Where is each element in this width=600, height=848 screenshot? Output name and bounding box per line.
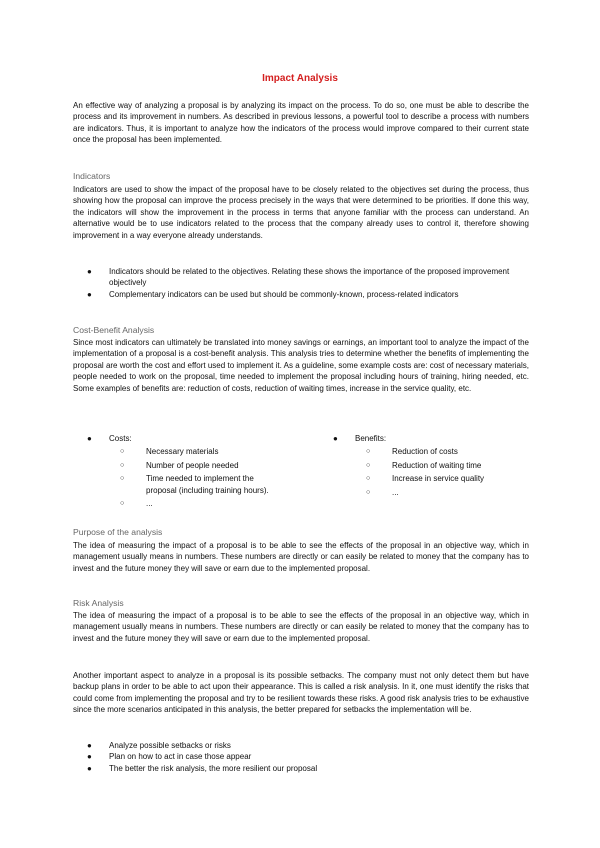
purpose-paragraph: The idea of measuring the impact of a proposal is to be able to see the effects of the proposal in an objective way, which in management usually means in numbers. These numbers are directly or can easily be related to money that the company has to invest and the future money they will save or earn due to the implemented proposal.	[73, 541, 529, 573]
list-item: ● Analyze possible setbacks or risks	[87, 741, 231, 750]
circle-bullet-icon: ○	[120, 448, 125, 456]
list-item: ● The better the risk analysis, the more resilient our proposal	[87, 763, 318, 773]
benefits-column	[333, 433, 533, 500]
indicators-heading: Indicators	[73, 171, 111, 181]
bullet-icon: ●	[87, 763, 92, 773]
bullet-icon: ●	[87, 434, 92, 443]
cost-benefit-heading: Cost-Benefit Analysis	[73, 325, 155, 335]
circle-bullet-icon: ○	[120, 500, 125, 508]
circle-bullet-icon: ○	[366, 448, 371, 456]
list-item: ○ ...	[366, 487, 399, 497]
list-item: ○ Reduction of waiting time	[366, 460, 482, 470]
list-item: ○ Necessary materials	[120, 447, 219, 457]
circle-bullet-icon: ○	[366, 461, 371, 469]
benefits-list	[366, 446, 526, 498]
bullet-icon: ●	[87, 289, 92, 299]
circle-bullet-icon: ○	[366, 488, 371, 496]
bullet-icon: ●	[87, 741, 92, 750]
risk-paragraph-1: The idea of measuring the impact of a proposal is to be able to see the effects of the proposal in an objective way, which in management usually means in numbers. These numbers are directly or can easily be related to money that the company has to invest and the future money they will save or earn due to the implemented proposal.	[73, 611, 529, 643]
purpose-heading: Purpose of the analysis	[73, 527, 163, 537]
costs-column	[87, 433, 297, 511]
circle-bullet-icon: ○	[366, 475, 371, 483]
bullet-icon: ●	[87, 752, 92, 762]
risk-bullet-list	[87, 740, 527, 774]
risk-paragraph-2: Another important aspect to analyze in a proposal is its possible setbacks. The company must not only detect them but have backup plans in order to be able to act upon their appearance. This is called a risk analysis. In it, one must identify the risks that could come from implementing the proposal and try to be resilient towards these risks. A good risk analysis tries to be exhaustive since the more scenarios anticipated in this analysis, the better prepared for setbacks the implementation will be.	[73, 671, 529, 715]
indicators-bullet-list	[87, 266, 527, 300]
list-item: ○ ...	[120, 499, 153, 509]
list-item: ○ Reduction of costs	[366, 447, 458, 457]
costs-label: Costs:	[109, 434, 132, 443]
list-item: ○ Time needed to implement the proposal (including training hours).	[120, 474, 269, 495]
benefits-label: Benefits:	[355, 434, 387, 443]
bullet-icon: ●	[87, 267, 92, 276]
risk-heading: Risk Analysis	[73, 598, 124, 608]
bullet-icon: ●	[333, 434, 338, 443]
circle-bullet-icon: ○	[120, 461, 125, 469]
circle-bullet-icon: ○	[120, 475, 125, 483]
list-item: ○ Number of people needed	[120, 460, 239, 470]
list-item: ○ Increase in service quality	[366, 474, 485, 484]
page-title: Impact Analysis	[262, 73, 338, 84]
cost-benefit-paragraph: Since most indicators can ultimately be translated into money savings or earnings, an important tool to analyze the impact of the implementation of a proposal is a cost-benefit analysis. This analysis tries to determine whether the benefits of implementing the proposal are worth the cost and effort used to implement it. As a guideline, some example costs are: cost of necessary materials, people needed to work on the proposal, time needed to implement the proposal including hours of training, hiring needed, etc. Some examples of benefits are: reduction of costs, reduction of waiting times, increase in the service quality, etc.	[73, 338, 529, 393]
list-item: ● Indicators should be related to the objectives. Relating these shows the importance of the proposed improvement objectively	[87, 267, 510, 288]
intro-paragraph: An effective way of analyzing a proposal is by analyzing its impact on the process. To do so, one must be able to describe the process and its improvement in numbers. As described in previous lessons, a powerful tool to describe a process with numbers are indicators. Thus, it is important to analyze how the indicators of the process would improve compared to their current state once the proposal has been implemented.	[73, 101, 529, 145]
indicators-paragraph: Indicators are used to show the impact of the proposal have to be closely related to the objectives set during the process, thus showing how the proposal can improve the process precisely in the ways that were determined to be priorities. If done this way, the indicators will show the improvement in the process in terms that anyone familiar with the process can understand. An alternative would be to use indicators related to the process that the company already uses to control it, therefore showing improvement in a way everyone already understands.	[73, 185, 529, 240]
list-item: ● Complementary indicators can be used but should be commonly-known, process-related indicators	[87, 289, 459, 299]
list-item: ● Plan on how to act in case those appear	[87, 752, 252, 762]
costs-list	[120, 446, 280, 509]
